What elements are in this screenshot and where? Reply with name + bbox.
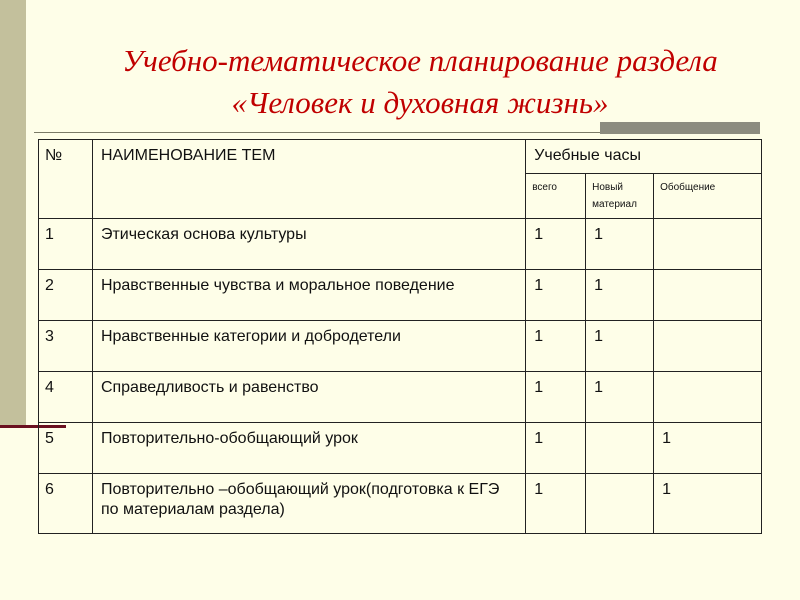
row-generalization xyxy=(654,372,762,423)
row-number: 6 xyxy=(39,474,93,534)
table-row xyxy=(39,321,762,372)
row-new-material: 1 xyxy=(586,270,654,321)
table-row xyxy=(39,270,762,321)
table-row xyxy=(39,474,762,534)
header-new-material: Новый материал xyxy=(586,174,654,219)
row-new-material xyxy=(586,474,654,534)
row-new-material: 1 xyxy=(586,372,654,423)
row-topic: Этическая основа культуры xyxy=(92,219,525,270)
row-total: 1 xyxy=(526,372,586,423)
row-topic: Нравственные чувства и моральное поведение xyxy=(92,270,525,321)
row-topic: Повторительно –обобщающий урок(подготовка к ЕГЭ по материалам раздела) xyxy=(92,474,525,534)
row-new-material: 1 xyxy=(586,321,654,372)
header-topic: НАИМЕНОВАНИЕ ТЕМ xyxy=(92,140,525,219)
header-number: № xyxy=(39,140,93,219)
row-generalization xyxy=(654,219,762,270)
row-number: 2 xyxy=(39,270,93,321)
row-generalization: 1 xyxy=(654,423,762,474)
row-generalization xyxy=(654,321,762,372)
row-number: 3 xyxy=(39,321,93,372)
row-topic: Справедливость и равенство xyxy=(92,372,525,423)
row-total: 1 xyxy=(526,321,586,372)
row-topic: Повторительно-обобщающий урок xyxy=(92,423,525,474)
table-row xyxy=(39,219,762,270)
row-number: 5 xyxy=(39,423,93,474)
title-line-1: Учебно-тематическое планирование раздела xyxy=(122,43,718,78)
row-new-material: 1 xyxy=(586,219,654,270)
row-number: 1 xyxy=(39,219,93,270)
header-hours: Учебные часы xyxy=(526,140,762,174)
table-row xyxy=(39,423,762,474)
row-number: 4 xyxy=(39,372,93,423)
thematic-plan-table xyxy=(38,139,762,534)
row-total: 1 xyxy=(526,270,586,321)
row-new-material xyxy=(586,423,654,474)
row-total: 1 xyxy=(526,423,586,474)
decorative-top-block xyxy=(600,122,760,134)
row-total: 1 xyxy=(526,474,586,534)
title-line-2: «Человек и духовная жизнь» xyxy=(231,85,609,120)
header-generalization: Обобщение xyxy=(654,174,762,219)
table-row xyxy=(39,372,762,423)
decorative-left-bar xyxy=(0,0,26,425)
slide-title xyxy=(60,40,780,124)
header-total: всего xyxy=(526,174,586,219)
row-total: 1 xyxy=(526,219,586,270)
row-generalization xyxy=(654,270,762,321)
row-topic: Нравственные категории и добродетели xyxy=(92,321,525,372)
row-generalization: 1 xyxy=(654,474,762,534)
